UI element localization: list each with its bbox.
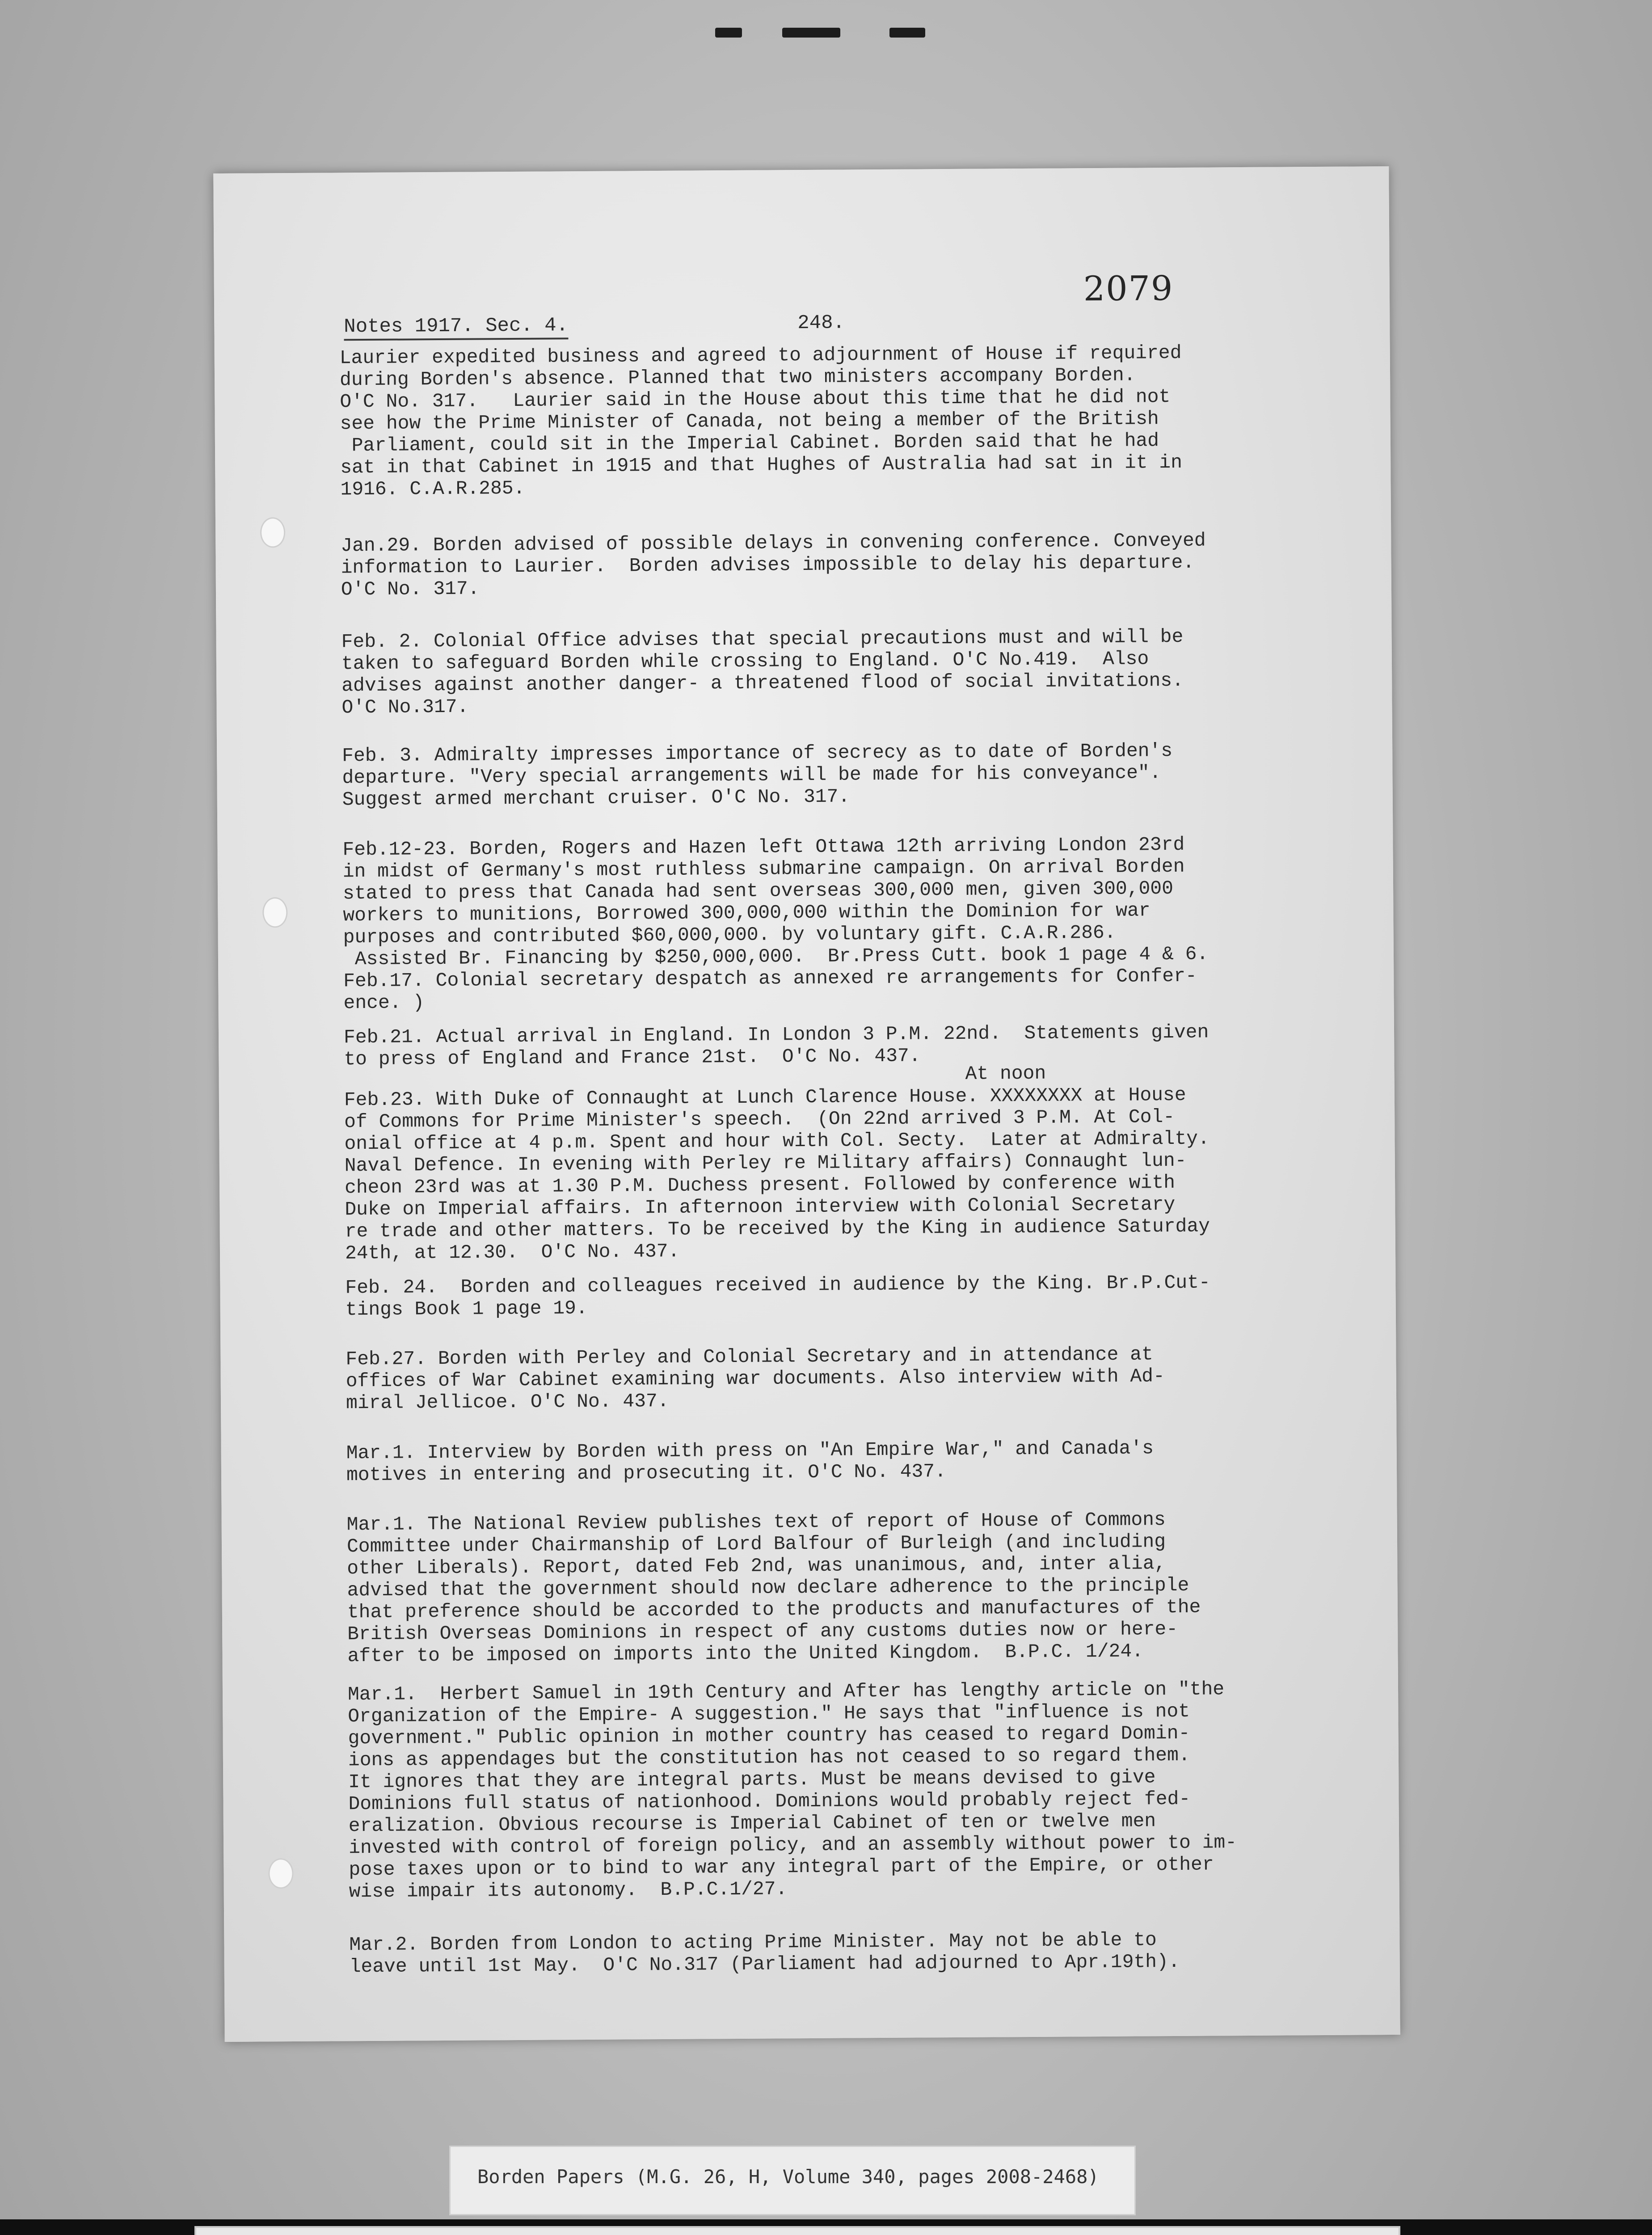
text-line: invested with control of foreign policy, and an assembly without power to im- — [348, 1831, 1237, 1859]
text-line: re trade and other matters. To be received by the King in audience Saturday — [345, 1215, 1210, 1243]
text-line: 1916. C.A.R.285. — [340, 477, 525, 501]
text-line: Feb.17. Colonial secretary despatch as annexed re arrangements for Confer- — [343, 965, 1197, 992]
text-line: stated to press that Canada had sent overseas 300,000 men, given 300,000 — [342, 877, 1174, 905]
text-line: government." Public opinion in mother country has ceased to regard Domin- — [348, 1722, 1190, 1750]
text-line: ions as appendages but the constitution has not ceased to so regard them. — [348, 1744, 1190, 1771]
text-line: Mar.1. Herbert Samuel in 19th Century and After has lengthy article on "the — [347, 1678, 1225, 1706]
text-line: pose taxes upon or to bind to war any integral part of the Empire, or other — [349, 1853, 1214, 1881]
text-line: Feb. 24. Borden and colleagues received in audience by the King. Br.P.Cut- — [345, 1271, 1210, 1299]
entry-feb-12-23 — [342, 832, 1389, 1014]
text-line: Duke on Imperial affairs. In afternoon interview with Colonial Secretary — [345, 1193, 1176, 1221]
source-reference-text: Borden Papers (M.G. 26, H, Volume 340, pages 2008-2468) — [477, 2166, 1099, 2188]
punch-hole — [262, 897, 287, 928]
source-reference-tab — [449, 2146, 1136, 2215]
entry-feb-27 — [346, 1342, 1392, 1414]
section-header: Notes 1917. Sec. 4. — [344, 314, 568, 338]
entry-feb-24 — [345, 1270, 1391, 1320]
entry-mar-2 — [349, 1927, 1395, 1978]
text-line: departure. "Very special arrangements will be made for his conveyance". — [342, 762, 1161, 789]
text-line: Organization of the Empire- A suggestion." He says that "influence is not — [348, 1700, 1190, 1728]
text-line: O'C No. 317. Laurier said in the House about this time that he did not — [340, 386, 1171, 413]
document-page — [213, 166, 1400, 2042]
text-line: onial office at 4 p.m. Spent and hour with Col. Secty. Later at Admiralty. — [344, 1127, 1210, 1155]
text-line: Laurier expedited business and agreed to adjournment of House if required — [339, 342, 1182, 369]
film-mark — [782, 28, 840, 38]
text-line: sat in that Cabinet in 1915 and that Hughes of Australia had sat in it in — [340, 451, 1183, 479]
text-line: Mar.2. Borden from London to acting Prime Minister. May not be able to — [349, 1929, 1157, 1956]
text-line: Feb.23. With Duke of Connaught at Lunch Clarence House. XXXXXXXX at House — [344, 1084, 1186, 1111]
text-line: wise impair its autonomy. B.P.C.1/27. — [349, 1878, 788, 1903]
text-line: of Commons for Prime Minister's speech. (On 22nd arrived 3 P.M. At Col- — [344, 1105, 1175, 1133]
entry-feb-21 — [344, 1020, 1390, 1070]
text-line: ence. ) — [343, 991, 425, 1014]
archives-card — [194, 2226, 1400, 2235]
text-line: see how the Prime Minister of Canada, not being a member of the British — [340, 408, 1159, 435]
text-line: other Liberals). Report, dated Feb 2nd, was unanimous, and, inter alia, — [347, 1552, 1166, 1580]
handwritten-insert: At noon — [965, 1062, 1046, 1085]
text-line: 24th, at 12.30. O'C No. 437. — [345, 1240, 680, 1265]
text-line: Mar.1. Interview by Borden with press on "An Empire War," and Canada's — [346, 1437, 1154, 1464]
text-line: Suggest armed merchant cruiser. O'C No. 317. — [342, 785, 850, 811]
entry-laurier — [340, 341, 1386, 500]
text-line: Parliament, could sit in the Imperial Cabinet. Borden said that he had — [340, 430, 1159, 457]
text-line: during Borden's absence. Planned that two ministers accompany Borden. — [339, 364, 1136, 391]
section-page-ref: 248. — [797, 312, 845, 335]
text-line: Feb.21. Actual arrival in England. In London 3 P.M. 22nd. Statements given — [343, 1021, 1209, 1049]
entry-feb-3 — [342, 738, 1388, 810]
entry-jan-29 — [341, 528, 1387, 600]
entry-mar-1-national-review — [347, 1507, 1394, 1667]
entry-mar-1-interview — [346, 1436, 1393, 1486]
text-line: Mar.1. The National Review publishes text of report of House of Commons — [346, 1509, 1166, 1536]
text-line: taken to safeguard Borden while crossing to England. O'C No.419. Also — [341, 648, 1149, 675]
text-line: tings Book 1 page 19. — [345, 1297, 588, 1321]
text-line: O'C No.317. — [341, 696, 469, 719]
punch-hole — [268, 1858, 293, 1889]
text-line: cheon 23rd was at 1.30 P.M. Duchess present. Followed by conference with — [344, 1171, 1176, 1199]
text-line: British Overseas Dominions in respect of any customs duties now or here- — [347, 1618, 1178, 1645]
text-line: Jan.29. Borden advised of possible delays in convening conference. Conveyed — [341, 529, 1206, 557]
text-line: in midst of Germany's most ruthless submarine campaign. On arrival Borden — [342, 855, 1185, 883]
text-line: to press of England and France 21st. O'C No. 437. — [344, 1045, 921, 1071]
text-line: offices of War Cabinet examining war documents. Also interview with Ad- — [346, 1365, 1165, 1392]
text-line: workers to munitions, Borrowed 300,000,000 within the Dominion for war — [343, 899, 1150, 927]
text-line: Feb.27. Borden with Perley and Colonial Secretary and in attendance at — [346, 1343, 1153, 1371]
text-line: motives in entering and prosecuting it. O'C No. 437. — [346, 1460, 947, 1486]
text-line: purposes and contributed $60,000,000. by voluntary gift. C.A.R.286. — [343, 921, 1116, 949]
text-line: Assisted Br. Financing by $250,000,000. Br.Press Cutt. book 1 page 4 & 6. — [343, 943, 1209, 970]
entry-mar-1-samuel — [348, 1677, 1395, 1902]
text-line: miral Jellicoe. O'C No. 437. — [346, 1390, 669, 1414]
text-line: It ignores that they are integral parts. Must be means devised to give — [348, 1766, 1156, 1793]
film-edge — [0, 0, 1652, 54]
text-line: information to Laurier. Borden advises impossible to delay his departure. — [341, 551, 1195, 579]
text-line: that preference should be accorded to the products and manufactures of the — [347, 1596, 1201, 1624]
text-line: leave until 1st May. O'C No.317 (Parliament had adjourned to Apr.19th). — [349, 1950, 1180, 1978]
text-line: Feb.12-23. Borden, Rogers and Hazen left Ottawa 12th arriving London 23rd — [342, 833, 1185, 861]
text-line: eralization. Obvious recourse is Imperial Cabinet of ten or twelve men — [348, 1810, 1156, 1837]
entry-feb-2 — [341, 624, 1388, 718]
punch-hole — [260, 517, 285, 548]
text-line: O'C No. 317. — [341, 578, 480, 601]
text-line: Committee under Chairmanship of Lord Balfour of Burleigh (and including — [346, 1531, 1166, 1558]
text-line: after to be imposed on imports into the United Kingdom. B.P.C. 1/24. — [347, 1640, 1144, 1667]
entry-feb-23 — [344, 1083, 1391, 1264]
film-mark — [715, 28, 742, 38]
film-mark — [889, 28, 925, 38]
text-line: Naval Defence. In evening with Perley re Military affairs) Connaught lun- — [344, 1149, 1187, 1177]
text-line: Feb. 2. Colonial Office advises that special precautions must and will be — [341, 625, 1184, 653]
text-line: advised that the government should now declare adherence to the principle — [347, 1574, 1189, 1602]
text-line: Feb. 3. Admiralty impresses importance of secrecy as to date of Borden's — [342, 739, 1173, 767]
text-line: advises against another danger- a threatened flood of social invitations. — [341, 669, 1184, 697]
page-number: 2079 — [1083, 268, 1174, 309]
text-line: Dominions full status of nationhood. Dominions would probably reject fed- — [348, 1788, 1191, 1815]
